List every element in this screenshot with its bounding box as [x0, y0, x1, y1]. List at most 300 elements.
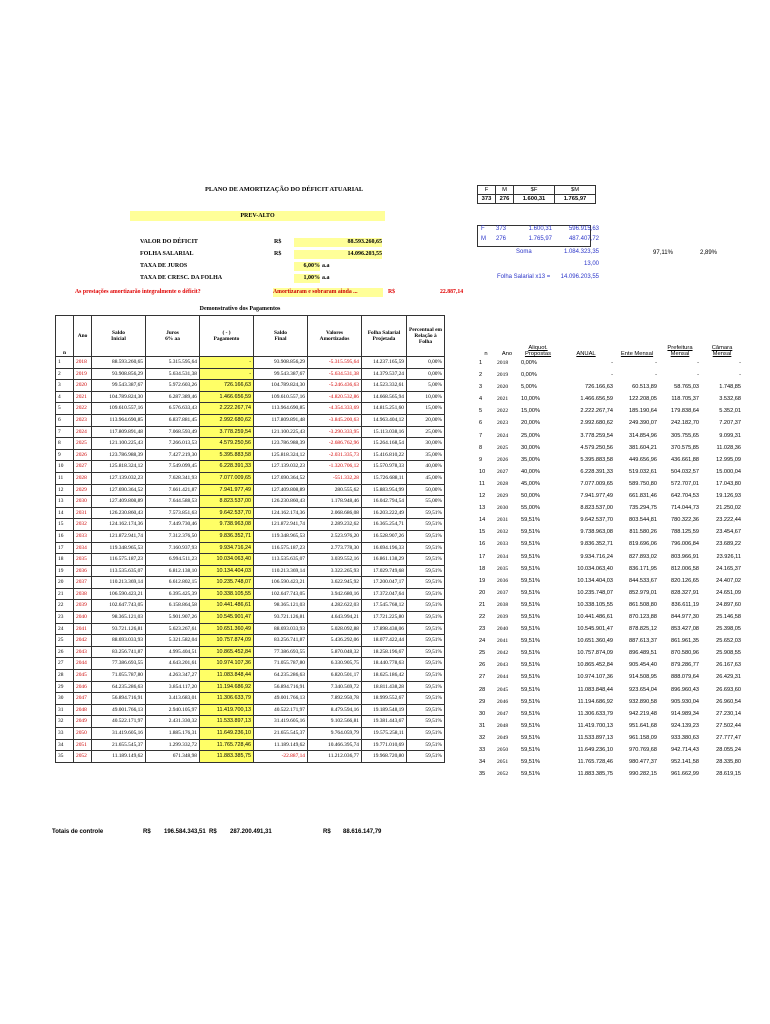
table-cell: 25.398,05 [716, 626, 741, 633]
table-row [56, 588, 445, 600]
table-cell: 23 [479, 626, 486, 633]
table-cell: 104.789.824,30 [92, 391, 146, 403]
totals-currency-2: R$ [209, 829, 217, 835]
folha-salarial-currency: R$ [274, 251, 282, 257]
table-cell: 803.966,91 [671, 553, 699, 560]
table-cell: 59,51% [407, 600, 445, 612]
table-cell: 10.651.360,49 [577, 638, 613, 645]
table-cell: 59,51% [407, 635, 445, 647]
table-cell: 10.235.748,07 [577, 589, 613, 596]
table-row [477, 696, 743, 708]
taxa-juros-value: 6,00% [294, 262, 320, 271]
table-cell: 24 [479, 638, 486, 645]
table-cell: 10.034.063,40 [577, 565, 613, 572]
table-cell: 0,00% [521, 360, 537, 366]
note-value: 22.887,14 [440, 289, 464, 295]
table-cell: 844.533,67 [629, 577, 657, 584]
table-cell: 5 [479, 408, 483, 415]
table-cell: 59,51% [521, 771, 540, 778]
table-cell: 933.380,63 [671, 734, 699, 741]
table-cell: 2018 [497, 360, 509, 366]
table-cell: 3.413.683,01 [146, 693, 200, 705]
table-cell: - [611, 360, 613, 366]
table-cell: 2.431.330,32 [146, 716, 200, 728]
table-cell: 2042 [74, 635, 92, 647]
table-cell: 119.348.965,53 [254, 530, 308, 542]
table-cell: 59,51% [407, 623, 445, 635]
table-row [477, 599, 743, 611]
table-cell: 2018 [74, 357, 92, 369]
table-cell: 3 [56, 380, 74, 392]
table-cell: 8 [479, 444, 483, 451]
totals-value-3: 88.616.147,79 [343, 829, 382, 835]
table-cell: 9.642.537,70 [580, 517, 613, 524]
table-cell: 16.042.794,54 [362, 496, 407, 508]
table-cell: 14 [479, 517, 486, 524]
table-cell: 33 [479, 747, 486, 753]
table-row [477, 708, 743, 720]
table-cell: 504.032,57 [671, 468, 699, 475]
table-cell: 15 [56, 519, 74, 531]
table-cell: 18.440.778,63 [362, 658, 407, 670]
table-cell: 59,51% [407, 577, 445, 589]
table-cell: 11.649.236,10 [200, 728, 254, 740]
table-cell: 16.528.907,26 [362, 530, 407, 542]
table-cell: 961.158,09 [629, 734, 657, 741]
header-juros: Juros 6% aa [146, 316, 200, 357]
header-saldo-final: Saldo Final [254, 316, 308, 357]
table-cell: 21 [479, 601, 486, 608]
table-cell: 110.213.369,14 [254, 565, 308, 577]
table-cell: 2021 [497, 396, 509, 403]
table-cell: 11.212.036,77 [308, 751, 362, 763]
table-cell: 10.235.748,07 [200, 577, 254, 589]
table-cell: 59,51% [407, 693, 445, 705]
table-row [477, 381, 743, 393]
table-cell: 990.282,15 [629, 771, 657, 778]
table-cell: 2.523.976,20 [308, 530, 362, 542]
table-cell: 7.941.977,49 [580, 493, 613, 500]
side-f-salary: 1.600,31 [528, 226, 552, 232]
table-cell: 19.189.548,19 [362, 704, 407, 716]
table-cell: 20 [479, 589, 486, 596]
table-cell: 10.034.063,40 [200, 554, 254, 566]
fm-header-cell: F [478, 186, 496, 195]
table-cell: 10.974.107,36 [577, 674, 613, 681]
table-cell: 22 [479, 613, 486, 620]
table-cell: 2031 [497, 517, 509, 524]
table-cell: 5.315.595,64 [146, 357, 200, 369]
table-row [477, 756, 743, 768]
table-cell: 59,51% [521, 601, 540, 608]
table-cell: 8.823.537,00 [580, 505, 613, 512]
table-cell: 12 [479, 493, 486, 500]
table-row [477, 684, 743, 696]
table-cell: 15,00% [521, 408, 540, 415]
table-cell: 3.778.259,54 [580, 432, 613, 439]
table-cell: 15.000,04 [716, 468, 741, 475]
table-cell: 29 [56, 681, 74, 693]
table-cell: 2.222.267,74 [200, 403, 254, 415]
table-row [477, 587, 743, 599]
table-cell: 102.647.743,05 [92, 600, 146, 612]
table-cell: 18 [56, 554, 74, 566]
table-cell: 11.533.897,13 [577, 734, 613, 741]
table-cell: 2040 [497, 626, 509, 633]
table-cell: 8 [56, 438, 74, 450]
table-cell: -22.887,14 [254, 751, 308, 763]
table-cell: 26.960,54 [716, 698, 741, 705]
table-cell: 14.523.332,61 [362, 380, 407, 392]
table-row [477, 647, 743, 659]
table-cell: -1.320.706,12 [308, 461, 362, 473]
table-cell: 25,00% [521, 432, 540, 439]
table-cell: 7.068.593,49 [146, 426, 200, 438]
table-cell: 21.655.545,37 [92, 739, 146, 751]
table-cell: 30 [479, 710, 486, 717]
table-cell: 11.306.633,79 [200, 693, 254, 705]
table-cell: 970.769,68 [629, 747, 657, 753]
table-cell: 25.146,58 [716, 613, 741, 620]
valor-deficit-currency: R$ [274, 239, 282, 245]
table-cell: 2 [479, 372, 483, 379]
table-row [477, 357, 743, 369]
table-cell: 852.979,01 [629, 589, 657, 596]
table-cell: 99.543.387,67 [92, 380, 146, 392]
table-cell: 4.643.994,21 [308, 612, 362, 624]
table-cell: -3.290.333,95 [308, 426, 362, 438]
totals-value-1: 196.584.343,51 [164, 829, 206, 835]
table-cell: 20,00% [521, 420, 540, 427]
table-cell: 2043 [74, 646, 92, 658]
table-cell: - [200, 357, 254, 369]
table-cell: 9.836.352,71 [200, 530, 254, 542]
table-cell: 11.028,36 [716, 444, 741, 451]
table-cell: 19 [56, 565, 74, 577]
table-cell: 1.466.656,59 [200, 391, 254, 403]
table-cell: 1 [56, 357, 74, 369]
table-cell: 185.190,64 [629, 408, 657, 415]
table-row [477, 623, 743, 635]
table-cell: 60.513,89 [632, 384, 657, 391]
table-cell: 7.661.421,87 [146, 484, 200, 496]
table-cell: 980.477,37 [629, 759, 657, 766]
table-cell: 924.139,23 [671, 722, 699, 729]
table-row [477, 720, 743, 732]
table-cell: 3.942.680,16 [308, 588, 362, 600]
table-cell: 12.995,09 [716, 456, 741, 463]
table-cell: 836.611,19 [671, 601, 699, 608]
table-cell: 878.825,12 [629, 626, 657, 633]
section-title: Demonstrativo dos Pagamentos [199, 306, 281, 312]
table-cell: 121.100.225,43 [254, 426, 308, 438]
table-cell: 59,51% [521, 662, 540, 669]
table-cell: 15.570.978,33 [362, 461, 407, 473]
table-cell: 5.634.531,38 [146, 368, 200, 380]
table-cell: 13 [479, 505, 486, 512]
table-cell: 9.934.716,24 [580, 553, 613, 560]
table-cell: 2042 [497, 650, 509, 657]
table-cell: 19 [479, 577, 486, 584]
table-cell: 2041 [497, 638, 509, 645]
table-cell: 56.894.716,91 [254, 681, 308, 693]
table-cell: 436.661,88 [671, 456, 699, 463]
table-cell: 25.652,03 [716, 638, 741, 645]
table-cell: 2.222.267,74 [580, 408, 613, 415]
table-cell: 861.508,80 [629, 601, 657, 608]
table-cell: 123.786.988,39 [254, 438, 308, 450]
table-cell: 34 [56, 739, 74, 751]
table-cell: 113.535.635,07 [254, 554, 308, 566]
side-f-total: 596.915,63 [568, 226, 599, 232]
table-row [56, 368, 445, 380]
table-cell: 59,51% [407, 612, 445, 624]
table-cell: 35,00% [521, 456, 540, 463]
folha-x13-value: 14.096.203,55 [560, 274, 599, 280]
table-cell: 20 [56, 577, 74, 589]
table-cell: 102.647.743,05 [254, 588, 308, 600]
note-currency: R$ [388, 289, 396, 295]
table-cell: 93.908.856,29 [92, 368, 146, 380]
table-cell: 1.885.176,31 [146, 728, 200, 740]
table-cell: 836.171,95 [629, 565, 657, 572]
table-cell: 2037 [497, 589, 509, 596]
table-cell: 2021 [74, 391, 92, 403]
table-cell: 2033 [74, 530, 92, 542]
table-cell: 15.883.954,99 [362, 484, 407, 496]
table-cell: 64.235.286,63 [254, 670, 308, 682]
table-cell: 19.968.720,80 [362, 751, 407, 763]
table-cell: 780.322,36 [671, 517, 699, 524]
table-cell: 589.750,80 [629, 480, 657, 487]
table-cell: 19.575.258,11 [362, 728, 407, 740]
table-cell: 2044 [497, 674, 509, 681]
table-cell: 32 [479, 734, 486, 741]
table-cell: 2038 [497, 601, 509, 608]
table-cell: 40.522.171,97 [254, 704, 308, 716]
table-cell: 18 [479, 565, 486, 572]
table-cell: 2.992.680,62 [200, 414, 254, 426]
table-row [56, 484, 445, 496]
table-cell: 820.126,65 [671, 577, 699, 584]
table-cell: 55,00% [521, 505, 540, 512]
table-cell: 59,51% [407, 704, 445, 716]
table-cell: 127.690.364,52 [254, 472, 308, 484]
table-cell: 11.533.897,13 [200, 716, 254, 728]
table-cell: 12 [56, 484, 74, 496]
side-m-salary: 1.765,97 [528, 236, 552, 242]
table-cell: 819.696,06 [629, 541, 657, 548]
table-row [56, 496, 445, 508]
table-cell: 449.656,96 [629, 456, 657, 463]
table-cell: 7.573.851,63 [146, 507, 200, 519]
table-cell: 58.765,03 [674, 384, 699, 391]
table-cell: 18.999.552,67 [362, 693, 407, 705]
table-cell: 11.189.149,62 [92, 751, 146, 763]
table-row [56, 681, 445, 693]
table-cell: 2039 [74, 600, 92, 612]
table-cell: 127.409.808,89 [254, 484, 308, 496]
table-cell: 8.479.594,16 [308, 704, 362, 716]
table-cell: 18.258.196,67 [362, 646, 407, 658]
table-cell: 24.165,37 [716, 565, 741, 572]
table-cell: - [611, 372, 613, 379]
table-row [56, 519, 445, 531]
totals-currency-1: R$ [143, 829, 151, 835]
table-cell: 2026 [497, 456, 509, 463]
table-cell: 104.789.824,30 [254, 380, 308, 392]
table-cell: 109.610.557,16 [92, 403, 146, 415]
table-row [477, 768, 743, 780]
table-row [477, 405, 743, 417]
table-cell: 30,00% [521, 444, 540, 451]
totals-value-2: 287.200.491,31 [230, 829, 272, 835]
table-cell: 40,00% [407, 461, 445, 473]
table-cell: 2051 [497, 759, 509, 766]
table-cell: 77.386.693,55 [92, 658, 146, 670]
table-cell: 10.865.452,84 [577, 662, 613, 669]
table-cell: 2039 [497, 613, 509, 620]
table-cell: 106.590.423,21 [254, 577, 308, 589]
table-cell: 35 [479, 771, 486, 778]
table-cell: 6 [479, 420, 483, 427]
table-cell: 10.545.901,47 [200, 612, 254, 624]
table-cell: 2041 [74, 623, 92, 635]
pct-prefeitura: 97,11% [653, 250, 673, 256]
table-cell: 914.989,34 [671, 710, 699, 717]
side-m-label: M [481, 236, 486, 242]
table-cell: 27 [56, 658, 74, 670]
table-cell: - [697, 360, 699, 366]
table-cell: 932.890,58 [629, 698, 657, 705]
table-cell: 305.755,65 [671, 432, 699, 439]
table-cell: 2.773.778,30 [308, 542, 362, 554]
table-cell: 10,00% [407, 391, 445, 403]
valor-deficit-value: 88.593.260,65 [294, 238, 382, 247]
header-percentual: Percentual em Relação à Folha [407, 316, 445, 357]
table-row [56, 751, 445, 763]
table-row [56, 449, 445, 461]
table-cell: 8.823.537,00 [200, 496, 254, 508]
header-pagamento: ( - ) Pagamento [200, 316, 254, 357]
table-cell: 5.623.267,61 [146, 623, 200, 635]
table-cell: 113.535.635,07 [92, 565, 146, 577]
table-cell: 31.419.605,16 [92, 728, 146, 740]
table-cell: 10.466.395,74 [308, 739, 362, 751]
table-cell: 11.419.700,13 [200, 704, 254, 716]
table-cell: 5.870.048,32 [308, 646, 362, 658]
table-cell: 16.365.254,71 [362, 519, 407, 531]
table-cell: 2035 [74, 554, 92, 566]
table-cell: 879.286,77 [671, 662, 699, 669]
table-cell: 23.454,67 [716, 529, 741, 536]
table-cell: 6 [56, 414, 74, 426]
table-cell: 10.338.105,55 [200, 588, 254, 600]
table-row [56, 739, 445, 751]
table-cell: 905.930,04 [671, 698, 699, 705]
table-cell: 9.934.716,24 [200, 542, 254, 554]
table-cell: 30 [56, 693, 74, 705]
table-cell: 71.055.787,80 [254, 658, 308, 670]
table-cell: 6.812.138,10 [146, 565, 200, 577]
table-cell: 9.836.352,71 [580, 541, 613, 548]
table-cell: 18.811.438,28 [362, 681, 407, 693]
table-cell: 10 [56, 461, 74, 473]
table-cell: 126.230.860,43 [92, 507, 146, 519]
table-cell: 2050 [497, 747, 509, 753]
table-cell: 116.575.187,23 [254, 542, 308, 554]
table-cell: 4.263.347,27 [146, 670, 200, 682]
table-cell: 9.642.537,70 [200, 507, 254, 519]
table-cell: - [697, 372, 699, 379]
table-cell: 923.654,04 [629, 686, 657, 693]
table-cell: 124.162.174,36 [92, 519, 146, 531]
table-cell: 2023 [74, 414, 92, 426]
table-cell: 117.809.891,48 [92, 426, 146, 438]
table-cell: 4.579.250,56 [580, 444, 613, 451]
table-cell: 23.222,44 [716, 517, 741, 524]
fm-header-cell: M [496, 186, 514, 195]
taxa-cresc-label: TAXA DE CRESC. DA FOLHA [140, 275, 223, 281]
table-cell: 16.694.196,33 [362, 542, 407, 554]
table-cell: 2020 [74, 380, 92, 392]
header-valores-amortizados: Valores Amortizados [308, 316, 362, 357]
table-cell: 127.139.032,23 [254, 461, 308, 473]
table-cell: -2.031.335,73 [308, 449, 362, 461]
table-cell: 7.628.341,93 [146, 472, 200, 484]
table-cell: 13 [56, 496, 74, 508]
table-cell: 2046 [74, 681, 92, 693]
table-cell: 2027 [497, 468, 509, 475]
table-cell: -2.686.762,96 [308, 438, 362, 450]
table-cell: 59,51% [407, 658, 445, 670]
table-cell: 2035 [497, 565, 509, 572]
table-cell: 2028 [497, 480, 509, 487]
table-cell: 26.429,31 [716, 674, 741, 681]
fm-value-cell: 1.765,97 [555, 195, 596, 204]
table-cell: 10 [479, 468, 486, 475]
table-cell: 5.436.292,06 [308, 635, 362, 647]
table-cell: 2022 [497, 408, 509, 415]
table-cell: 14.668.565,94 [362, 391, 407, 403]
table-row [56, 658, 445, 670]
table-cell: 17.200.047,17 [362, 577, 407, 589]
folha-x13-label: Folha Salarial x13 = [497, 274, 551, 280]
table-cell: 788.125,59 [671, 529, 699, 536]
table-cell: 2026 [74, 449, 92, 461]
table-cell: 2028 [74, 472, 92, 484]
table-cell: 7 [479, 432, 483, 439]
table-cell: 7.266.013,53 [146, 438, 200, 450]
table-cell: 118.705,37 [671, 396, 699, 403]
table-cell: 2025 [497, 444, 509, 451]
table-cell: 870.580,96 [671, 650, 699, 657]
table-cell: 15,00% [407, 403, 445, 415]
table-cell: 59,51% [407, 588, 445, 600]
table-cell: 17.721.225,80 [362, 612, 407, 624]
table-cell: 2.289.232,62 [308, 519, 362, 531]
fm-header-cell: $F [514, 186, 555, 195]
table-cell: 3 [479, 384, 483, 391]
table-row [477, 526, 743, 538]
table-row [56, 554, 445, 566]
table-cell: 59,51% [521, 710, 540, 717]
table-cell: 726.166,63 [200, 380, 254, 392]
table-cell: 15.264.168,54 [362, 438, 407, 450]
table-cell: 20,00% [407, 414, 445, 426]
table-cell: 2047 [497, 710, 509, 717]
table-cell: 27 [479, 674, 486, 681]
